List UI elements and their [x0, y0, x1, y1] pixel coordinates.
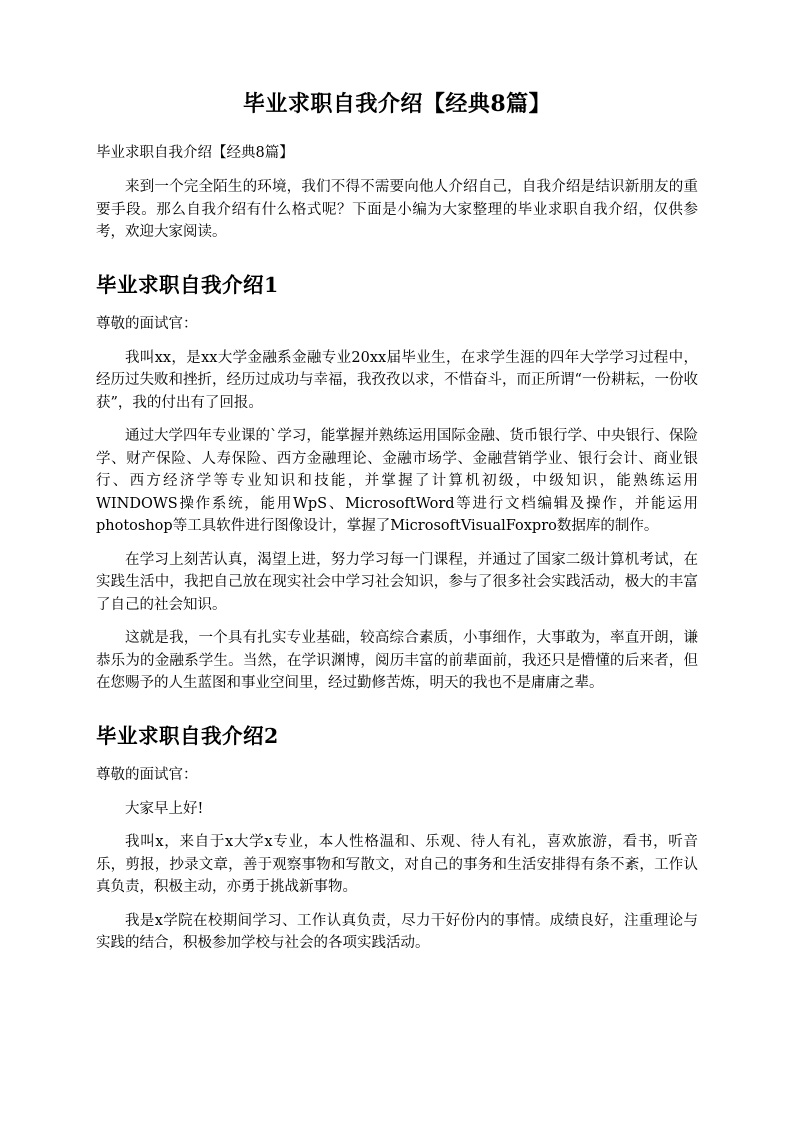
body-paragraph: 我是x学院在校期间学习、工作认真负责，尽力干好份内的事情。成绩良好，注重理论与实践的结合，积极参加学校与社会的各项实践活动。 — [96, 912, 698, 951]
salutation: 尊敬的面试官： — [96, 766, 198, 783]
body-paragraph: 我叫xx，是xx大学金融系金融专业20xx届毕业生，在求学生涯的四年大学学习过程中，经历过失败和挫折，经历过成功与幸福，我孜孜以求，不惜奋斗，而正所谓“一份耕耘，一份收获”，我的付出有了回报。 — [96, 349, 698, 411]
section-2 — [96, 721, 698, 955]
salutation: 尊敬的面试官： — [96, 315, 198, 332]
section-1 — [96, 270, 698, 695]
section-heading: 毕业求职自我介绍1 — [96, 272, 279, 297]
body-paragraph: 大家早上好! — [125, 800, 204, 817]
body-paragraph: 我叫x，来自于x大学x专业，本人性格温和、乐观、待人有礼，喜欢旅游，看书，听音乐，剪报，抄录文章，善于观察事物和写散文，对自己的事务和生活安排得有条不紊，工作认真负责，积极主动，亦勇于挑战新事物。 — [96, 834, 698, 895]
body-paragraph: 在学习上刻苦认真，渴望上进，努力学习每一门课程，并通过了国家二级计算机考试，在实践生活中，我把自己放在现实社会中学习社会知识，参与了很多社会实践活动，极大的丰富了自己的社会知识。 — [96, 551, 698, 613]
intro-paragraph: 来到一个完全陌生的环境，我们不得不需要向他人介绍自己，自我介绍是结识新朋友的重要手段。那么自我介绍有什么格式呢？下面是小编为大家整理的毕业求职自我介绍，仅供参考，欢迎大家阅读。 — [96, 179, 698, 240]
body-paragraph: 这就是我，一个具有扎实专业基础，较高综合素质，小事细作，大事敢为，率直开朗，谦恭乐为的金融系学生。当然，在学识渊博，阅历丰富的前辈面前，我还只是懵懂的后来者，但在您赐予的人生蓝图和事业空间里，经过勤修苦炼，明天的我也不是庸庸之辈。 — [96, 630, 698, 691]
section-heading: 毕业求职自我介绍2 — [96, 723, 279, 748]
document-page — [96, 88, 698, 966]
document-subtitle: 毕业求职自我介绍【经典8篇】 — [96, 145, 294, 161]
body-paragraph: 通过大学四年专业课的`学习，能掌握并熟练运用国际金融、货币银行学、中央银行、保险学、财产保险、人寿保险、西方金融理论、金融市场学、金融营销学业、银行会计、商业银行、西方经济学等专业知识和技能，并掌握了计算机初级，中级知识，能熟练运用WINDOWS操作系统，能用WpS、MicrosoftWord等进行文档编辑及操作，并能运用photoshop等工具软件进行图像设计，掌握了MicrosoftVisualFoxpro数据库的制作。 — [96, 428, 698, 534]
document-title: 毕业求职自我介绍【经典8篇】 — [242, 91, 552, 117]
